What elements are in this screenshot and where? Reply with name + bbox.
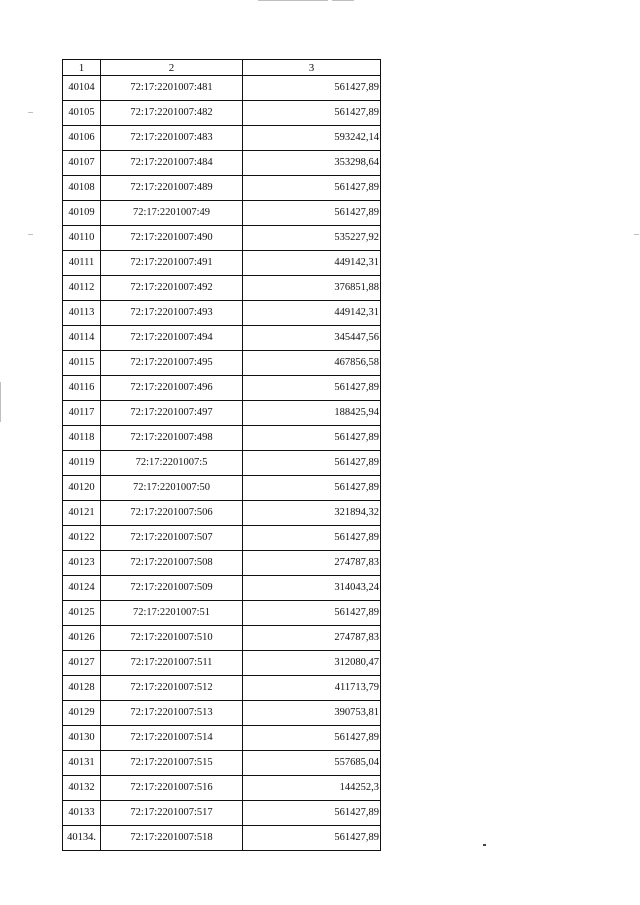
value-cell: 561427,89 xyxy=(243,476,381,501)
row-number-cell: 40118 xyxy=(63,426,101,451)
cadastral-number-cell: 72:17:2201007:481 xyxy=(101,76,243,101)
table-row xyxy=(63,751,381,776)
value-cell: 561427,89 xyxy=(243,601,381,626)
scan-artifact-left-dash xyxy=(28,112,33,113)
cadastral-table xyxy=(62,59,381,851)
row-number-cell: 40120 xyxy=(63,476,101,501)
value-cell: 188425,94 xyxy=(243,401,381,426)
scan-artifact-dot xyxy=(483,844,486,846)
value-cell: 557685,04 xyxy=(243,751,381,776)
cadastral-number-cell: 72:17:2201007:496 xyxy=(101,376,243,401)
row-number-cell: 40132 xyxy=(63,776,101,801)
value-cell: 353298,64 xyxy=(243,151,381,176)
value-cell: 449142,31 xyxy=(243,301,381,326)
value-cell: 345447,56 xyxy=(243,326,381,351)
row-number-cell: 40107 xyxy=(63,151,101,176)
table-row xyxy=(63,501,381,526)
value-cell: 449142,31 xyxy=(243,251,381,276)
table-row xyxy=(63,426,381,451)
row-number-cell: 40133 xyxy=(63,801,101,826)
cadastral-number-cell: 72:17:2201007:51 xyxy=(101,601,243,626)
cadastral-number-cell: 72:17:2201007:491 xyxy=(101,251,243,276)
table-row xyxy=(63,651,381,676)
value-cell: 274787,83 xyxy=(243,626,381,651)
table-row xyxy=(63,451,381,476)
table-row xyxy=(63,826,381,851)
row-number-cell: 40134. xyxy=(63,826,101,851)
table-row xyxy=(63,301,381,326)
cadastral-number-cell: 72:17:2201007:490 xyxy=(101,226,243,251)
value-cell: 535227,92 xyxy=(243,226,381,251)
row-number-cell: 40125 xyxy=(63,601,101,626)
scan-artifact-top-line-2 xyxy=(332,0,354,1)
cadastral-number-cell: 72:17:2201007:516 xyxy=(101,776,243,801)
table-row xyxy=(63,776,381,801)
table-row xyxy=(63,376,381,401)
table-row xyxy=(63,726,381,751)
cadastral-number-cell: 72:17:2201007:509 xyxy=(101,576,243,601)
value-cell: 561427,89 xyxy=(243,426,381,451)
column-header-2: 2 xyxy=(101,60,243,76)
row-number-cell: 40129 xyxy=(63,701,101,726)
row-number-cell: 40106 xyxy=(63,126,101,151)
value-cell: 144252,3 xyxy=(243,776,381,801)
cadastral-number-cell: 72:17:2201007:514 xyxy=(101,726,243,751)
value-cell: 314043,24 xyxy=(243,576,381,601)
cadastral-number-cell: 72:17:2201007:5 xyxy=(101,451,243,476)
cadastral-number-cell: 72:17:2201007:515 xyxy=(101,751,243,776)
value-cell: 561427,89 xyxy=(243,201,381,226)
table-row xyxy=(63,101,381,126)
scan-artifact-left-mark xyxy=(0,382,1,422)
scan-artifact-left-dash-2 xyxy=(28,234,33,235)
table-row xyxy=(63,126,381,151)
row-number-cell: 40110 xyxy=(63,226,101,251)
row-number-cell: 40116 xyxy=(63,376,101,401)
row-number-cell: 40122 xyxy=(63,526,101,551)
table-row xyxy=(63,201,381,226)
cadastral-number-cell: 72:17:2201007:511 xyxy=(101,651,243,676)
cadastral-number-cell: 72:17:2201007:483 xyxy=(101,126,243,151)
table-row xyxy=(63,176,381,201)
row-number-cell: 40126 xyxy=(63,626,101,651)
cadastral-number-cell: 72:17:2201007:517 xyxy=(101,801,243,826)
value-cell: 467856,58 xyxy=(243,351,381,376)
cadastral-number-cell: 72:17:2201007:510 xyxy=(101,626,243,651)
table-row xyxy=(63,351,381,376)
cadastral-number-cell: 72:17:2201007:508 xyxy=(101,551,243,576)
row-number-cell: 40124 xyxy=(63,576,101,601)
cadastral-number-cell: 72:17:2201007:494 xyxy=(101,326,243,351)
cadastral-number-cell: 72:17:2201007:49 xyxy=(101,201,243,226)
table-row xyxy=(63,476,381,501)
table-header-row xyxy=(63,60,381,76)
value-cell: 561427,89 xyxy=(243,376,381,401)
table-row xyxy=(63,251,381,276)
row-number-cell: 40113 xyxy=(63,301,101,326)
table-row xyxy=(63,576,381,601)
cadastral-number-cell: 72:17:2201007:493 xyxy=(101,301,243,326)
cadastral-number-cell: 72:17:2201007:497 xyxy=(101,401,243,426)
value-cell: 312080,47 xyxy=(243,651,381,676)
row-number-cell: 40117 xyxy=(63,401,101,426)
row-number-cell: 40105 xyxy=(63,101,101,126)
table-row xyxy=(63,701,381,726)
table-row xyxy=(63,626,381,651)
table-row xyxy=(63,76,381,101)
cadastral-number-cell: 72:17:2201007:498 xyxy=(101,426,243,451)
column-header-1: 1 xyxy=(63,60,101,76)
value-cell: 561427,89 xyxy=(243,726,381,751)
cadastral-number-cell: 72:17:2201007:492 xyxy=(101,276,243,301)
row-number-cell: 40131 xyxy=(63,751,101,776)
row-number-cell: 40111 xyxy=(63,251,101,276)
value-cell: 561427,89 xyxy=(243,826,381,851)
table-row xyxy=(63,226,381,251)
cadastral-number-cell: 72:17:2201007:506 xyxy=(101,501,243,526)
table-row xyxy=(63,151,381,176)
cadastral-number-cell: 72:17:2201007:482 xyxy=(101,101,243,126)
table-row xyxy=(63,526,381,551)
row-number-cell: 40108 xyxy=(63,176,101,201)
row-number-cell: 40115 xyxy=(63,351,101,376)
table-row xyxy=(63,401,381,426)
row-number-cell: 40123 xyxy=(63,551,101,576)
cadastral-number-cell: 72:17:2201007:518 xyxy=(101,826,243,851)
value-cell: 561427,89 xyxy=(243,526,381,551)
cadastral-number-cell: 72:17:2201007:512 xyxy=(101,676,243,701)
table-row xyxy=(63,676,381,701)
value-cell: 593242,14 xyxy=(243,126,381,151)
value-cell: 561427,89 xyxy=(243,176,381,201)
cadastral-number-cell: 72:17:2201007:495 xyxy=(101,351,243,376)
cadastral-number-cell: 72:17:2201007:484 xyxy=(101,151,243,176)
row-number-cell: 40130 xyxy=(63,726,101,751)
value-cell: 561427,89 xyxy=(243,801,381,826)
value-cell: 274787,83 xyxy=(243,551,381,576)
row-number-cell: 40109 xyxy=(63,201,101,226)
row-number-cell: 40104 xyxy=(63,76,101,101)
table-row xyxy=(63,326,381,351)
value-cell: 390753,81 xyxy=(243,701,381,726)
row-number-cell: 40127 xyxy=(63,651,101,676)
table-row xyxy=(63,551,381,576)
scan-artifact-top-line xyxy=(258,0,328,1)
row-number-cell: 40112 xyxy=(63,276,101,301)
cadastral-number-cell: 72:17:2201007:507 xyxy=(101,526,243,551)
cadastral-number-cell: 72:17:2201007:50 xyxy=(101,476,243,501)
scan-artifact-right-dash xyxy=(634,234,639,235)
row-number-cell: 40114 xyxy=(63,326,101,351)
table-row xyxy=(63,276,381,301)
value-cell: 561427,89 xyxy=(243,101,381,126)
row-number-cell: 40128 xyxy=(63,676,101,701)
table-row xyxy=(63,601,381,626)
cadastral-number-cell: 72:17:2201007:489 xyxy=(101,176,243,201)
row-number-cell: 40121 xyxy=(63,501,101,526)
value-cell: 321894,32 xyxy=(243,501,381,526)
table-body xyxy=(63,76,381,851)
value-cell: 376851,88 xyxy=(243,276,381,301)
value-cell: 561427,89 xyxy=(243,451,381,476)
cadastral-number-cell: 72:17:2201007:513 xyxy=(101,701,243,726)
column-header-3: 3 xyxy=(243,60,381,76)
row-number-cell: 40119 xyxy=(63,451,101,476)
value-cell: 561427,89 xyxy=(243,76,381,101)
value-cell: 411713,79 xyxy=(243,676,381,701)
table-row xyxy=(63,801,381,826)
cadastral-table-wrap xyxy=(62,59,380,851)
